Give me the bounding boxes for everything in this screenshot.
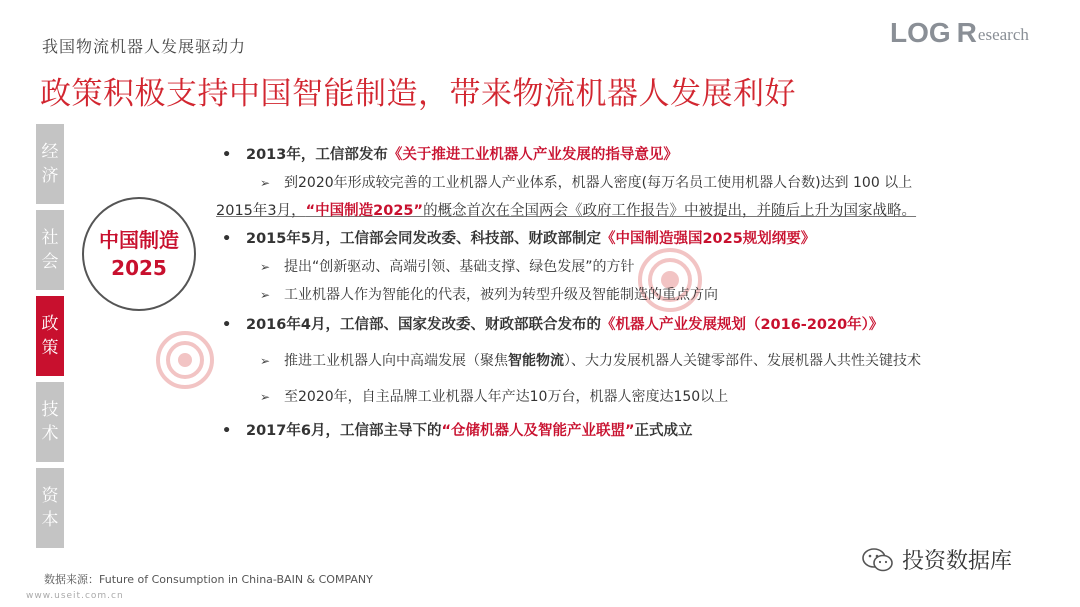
sidebar-item-society[interactable]	[36, 210, 64, 290]
sidebar-item-label: 政	[41, 314, 59, 334]
bullet-text: 2017年6月，工信部主导下的	[246, 423, 442, 439]
arrow-bullet-icon: ➢	[260, 176, 271, 190]
bullet-item	[222, 228, 962, 250]
category-sidebar	[36, 124, 64, 554]
wechat-account	[862, 544, 1012, 575]
page-subtitle: 我国物流机器人发展驱动力	[42, 37, 247, 56]
sidebar-item-label: 本	[41, 510, 59, 530]
policy-doc-title: 《机器人产业发展规划（2016-2020年）》	[600, 317, 884, 333]
logo-r: R	[956, 17, 977, 48]
arrow-bullet-icon: ➢	[260, 260, 271, 274]
sub-bullet-item	[260, 386, 962, 408]
made-in-china-2025-badge	[82, 197, 196, 311]
sidebar-item-label: 策	[41, 338, 59, 358]
sidebar-item-capital[interactable]	[36, 468, 64, 548]
sidebar-item-label: 济	[41, 166, 59, 186]
logr-research-logo	[890, 16, 1029, 50]
bullet-dot-icon: •	[222, 423, 232, 439]
logo-letters: LOG	[890, 17, 951, 48]
sidebar-item-technology[interactable]	[36, 382, 64, 462]
sub-bullet-text: 到2020年形成较完善的工业机器人产业体系，机器人密度(每万名员工使用机器人台数)达到 100 以上	[284, 175, 913, 191]
watermark-icon	[150, 325, 220, 395]
sub-bullet-text: 提出“创新驱动、高端引领、基础支撑、绿色发展”的方针	[284, 259, 635, 275]
policy-list	[216, 144, 962, 442]
bullet-item: • 2017年6月，工信部主导下的“仓储机器人及智能产业联盟”正式成立	[222, 420, 962, 442]
arrow-bullet-icon: ➢	[260, 390, 271, 404]
sub-bullet-item	[260, 284, 962, 306]
bold-text: 智能物流	[508, 353, 564, 369]
bullet-dot-icon: •	[222, 231, 232, 247]
wechat-icon	[862, 547, 894, 573]
bullet-text: 2015年5月，工信部会同发改委、科技部、财政部制定	[246, 231, 601, 247]
badge-line1: 中国制造	[99, 228, 179, 252]
alliance-name: “仓储机器人及智能产业联盟”	[441, 423, 635, 439]
sub-bullet-item: ➢ 推进工业机器人向中高端发展（聚焦智能物流）、大力发展机器人关键零部件、发展机器人共性关键技术	[260, 350, 962, 372]
bullet-dot-icon: •	[222, 147, 232, 163]
policy-doc-title: 《关于推进工业机器人产业发展的指导意见》	[387, 147, 678, 163]
bullet-item	[222, 314, 962, 336]
bullet-text: 2013年，工信部发布	[246, 147, 388, 163]
sidebar-item-label: 会	[41, 252, 59, 272]
sidebar-item-policy[interactable]	[36, 296, 64, 376]
badge-line2: 2025	[111, 256, 167, 280]
sidebar-item-label: 术	[41, 424, 59, 444]
policy-doc-title: 《中国制造强国2025规划纲要》	[600, 231, 816, 247]
bullet-dot-icon: •	[222, 317, 232, 333]
footer-url: www.useit.com.cn	[26, 591, 124, 601]
logo-rest: esearch	[977, 25, 1029, 44]
bullet-item	[222, 144, 962, 166]
wechat-label: 投资数据库	[902, 549, 1013, 574]
sidebar-item-economy[interactable]	[36, 124, 64, 204]
sub-bullet-text: 工业机器人作为智能化的代表，被列为转型升级及智能制造的重点方向	[284, 287, 718, 303]
arrow-bullet-icon: ➢	[260, 288, 271, 302]
sub-bullet-text: 推进工业机器人向中高端发展（聚焦	[284, 353, 508, 369]
target-icon	[150, 325, 220, 395]
page-title: 政策积极支持中国智能制造，带来物流机器人发展利好	[40, 76, 796, 112]
bullet-text: 2016年4月，工信部、国家发改委、财政部联合发布的	[246, 317, 601, 333]
sub-bullet-text: 至2020年，自主品牌工业机器人年产达10万台，机器人密度达150以上	[284, 389, 729, 405]
note-text: 2015年3月，“中国制造2025”的概念首次在全国两会《政府工作报告》中被提出，并随后上升为国家战略。	[216, 203, 917, 219]
sidebar-item-label: 经	[41, 142, 59, 162]
arrow-bullet-icon: ➢	[260, 354, 271, 368]
sub-bullet-item	[260, 172, 962, 194]
sidebar-item-label: 技	[41, 400, 59, 420]
sidebar-item-label: 资	[41, 486, 59, 506]
sidebar-item-label: 社	[41, 228, 59, 248]
sub-bullet-item	[260, 256, 962, 278]
data-source: 数据来源：Future of Consumption in China-BAIN & COMPANY	[44, 573, 373, 586]
highlight-text: “中国制造2025”	[305, 203, 424, 219]
